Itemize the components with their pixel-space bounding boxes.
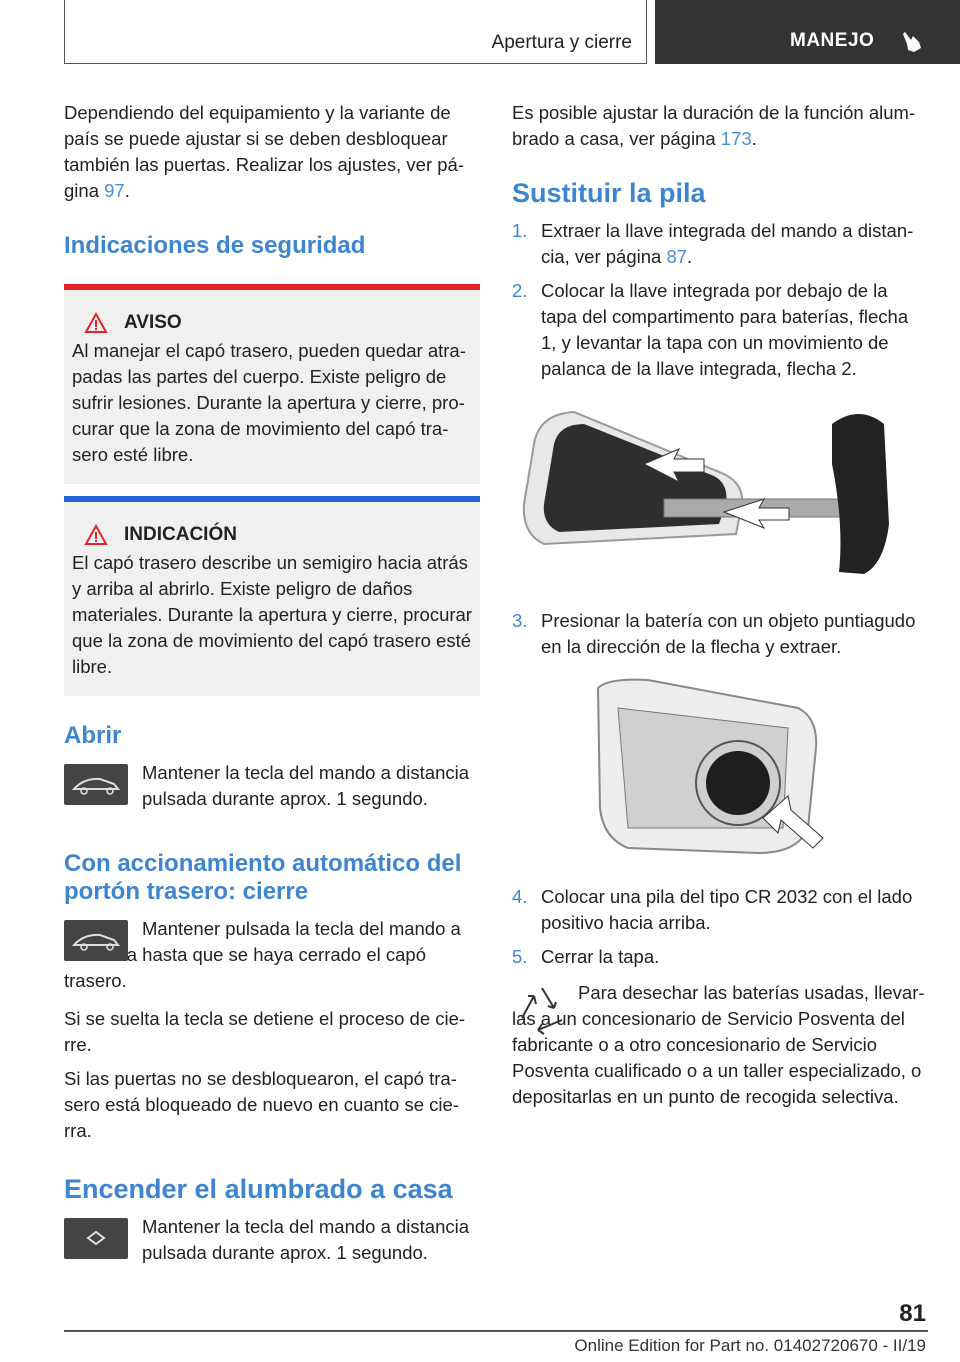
recycle-icon (514, 984, 570, 1036)
notice-title-row (72, 524, 472, 546)
warning-triangle-icon (84, 312, 108, 334)
open-instruction (64, 760, 480, 812)
pointing-hand-icon (899, 28, 925, 54)
left-column (64, 100, 480, 1266)
battery-compartment-image (588, 678, 838, 858)
battery-steps-continued (512, 608, 926, 660)
step-2: 2. Colocar la llave integrada por debajo de la tapa del compartimento para baterías, flecha 1, y levantar la tapa con un movimiento de palanca de la llave integrada, flecha 2. (512, 280, 909, 379)
home-light-heading: Encender el alumbrado a casa (64, 1174, 453, 1204)
step-4: 4. Colocar una pila del tipo CR 2032 con el lado positivo hacia arriba. (512, 886, 913, 933)
page-link-87[interactable]: 87 (666, 246, 688, 267)
header-chapter-tab (655, 0, 960, 64)
step-3: 3. Presionar la batería con un objeto puntiagudo en la dirección de la flecha y extraer. (512, 610, 916, 657)
auto-close-heading: Con accionamiento automático del portón trasero: cierre (64, 850, 462, 905)
home-light-text: Mantener la tecla del mando a distancia pulsada durante aprox. 1 segundo. (142, 1216, 470, 1263)
notice-title: INDICACIÓN (124, 524, 237, 545)
header-section-tab (64, 0, 647, 64)
recycle-text: Para desechar las baterías usadas, llevarlas a un concesionario de Servicio Posventa del fabricante o a otro concesionario de Servicio Posventa cualificado o a un taller especializado, o depositarlas en un punto de recogida selectiva. (512, 982, 925, 1107)
open-text: Mantener la tecla del mando a distancia pulsada durante aprox. 1 segundo. (142, 762, 470, 809)
warning-box-aviso (64, 284, 480, 484)
auto-close-text: Mantener pulsada la tecla del mando a distancia hasta que se haya cerrado el capó trasero. (64, 918, 461, 991)
battery-steps (512, 218, 926, 382)
doors-text: Si las puertas no se desbloquearon, el capó trasero está bloqueado de nuevo en cuanto se cierra. (64, 1068, 459, 1141)
warning-text: Al manejar el capó trasero, pueden quedar atrapadas las partes del cuerpo. Existe peligro de sufrir lesiones. Durante la apertura y cierre, procurar que la zona de movimiento del capó trasero esté libre. (72, 340, 466, 465)
page-number: 81 (899, 1300, 926, 1327)
release-text: Si se suelta la tecla se detiene el proceso de cierre. (64, 1008, 466, 1055)
intro-paragraph: Dependiendo del equipamiento y la variante de país se puede ajustar si se deben desbloquear también las puertas. Realizar los ajustes, ver página 97. (64, 102, 465, 201)
header-section-title: Apertura y cierre (491, 32, 632, 53)
home-light-instruction (64, 1214, 480, 1266)
battery-steps-final (512, 884, 926, 970)
page-link-173[interactable]: 173 (720, 128, 752, 149)
warning-triangle-icon (84, 524, 108, 546)
safety-heading: Indicaciones de seguridad (64, 232, 366, 259)
step-5: 5. Cerrar la tapa. (512, 946, 660, 967)
key-with-integrated-key-image (514, 404, 894, 594)
warning-box-indicacion (64, 496, 480, 696)
page-link-97[interactable]: 97 (104, 180, 125, 201)
header-chapter-title: MANEJO (790, 30, 875, 51)
warning-title-row (72, 312, 472, 334)
footer-divider (64, 1330, 928, 1332)
edition-footer: Online Edition for Part no. 01402720670 - II/19 (574, 1336, 926, 1355)
open-heading: Abrir (64, 722, 122, 749)
warning-title: AVISO (124, 312, 182, 333)
home-light-key-icon (64, 1218, 128, 1259)
battery-heading: Sustituir la pila (512, 178, 706, 208)
notice-text: El capó trasero describe un semigiro hacia atrás y arriba al abrirlo. Existe peligro de daños materiales. Durante la apertura y cierre, procurar que la zona de movimiento del capó trasero esté libre. (72, 552, 472, 677)
right-intro: Es posible ajustar la duración de la función alumbrado a casa, ver página 173. (512, 102, 916, 149)
tailgate-key-icon (64, 920, 128, 961)
auto-close-instruction (64, 916, 480, 994)
step-1: 1. Extraer la llave integrada del mando a distancia, ver página 87. (512, 220, 914, 267)
recycle-note (512, 980, 926, 1110)
tailgate-key-icon (64, 764, 128, 805)
right-column (512, 100, 926, 1110)
